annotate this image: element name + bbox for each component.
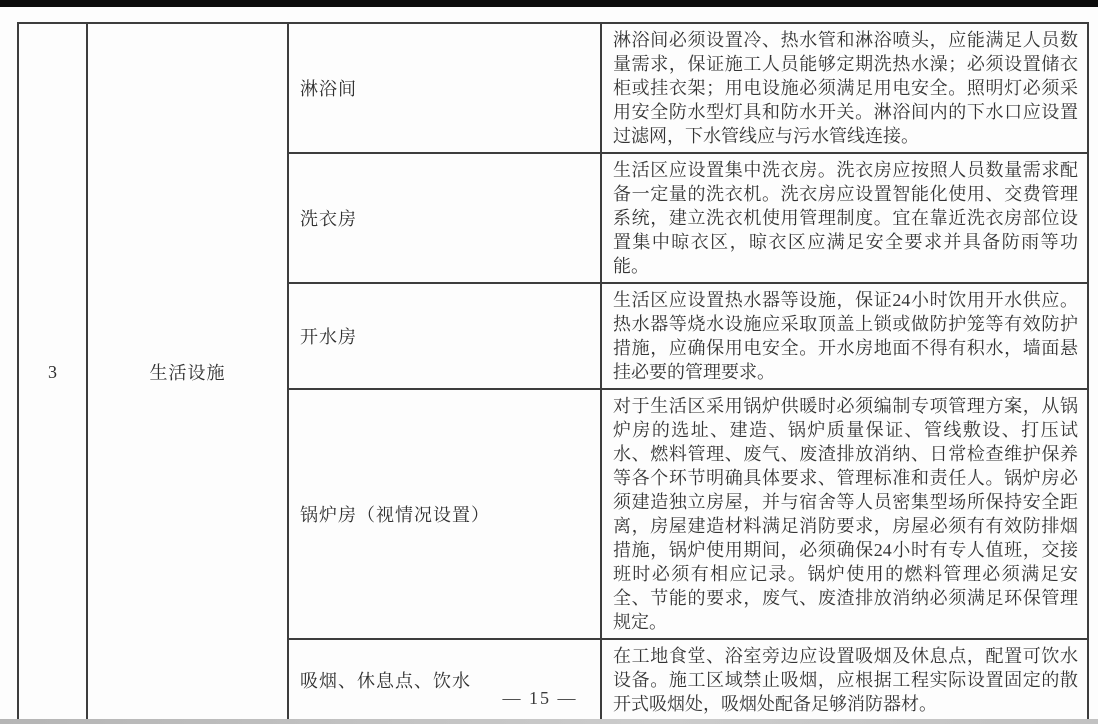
- scan-top-edge: [0, 0, 1098, 7]
- item-name-cell: 洗衣房: [288, 153, 601, 283]
- item-description-cell: 生活区应设置热水器等设施，保证24小时饮用开水供应。热水器等烧水设施应采取顶盖上锁或做防护笼等有效防护措施，应确保用电安全。开水房地面不得有积水，墙面悬挂必要的管理要求。: [601, 283, 1088, 389]
- item-name-cell: 锅炉房（视情况设置）: [288, 389, 601, 639]
- item-description-cell: 在工地食堂、浴室旁边应设置吸烟及休息点，配置可饮水设备。施工区域禁止吸烟，应根据工程实际设置固定的散开式吸烟处，吸烟处配备足够消防器材。: [601, 639, 1088, 721]
- item-description-cell: 生活区应设置集中洗衣房。洗衣房应按照人员数量需求配备一定量的洗衣机。洗衣房应设置智能化使用、交费管理系统，建立洗衣机使用管理制度。宜在靠近洗衣房部位设置集中晾衣区，晾衣区应满足安全要求并具备防雨等功能。: [601, 153, 1088, 283]
- item-description-cell: 对于生活区采用锅炉供暖时必须编制专项管理方案，从锅炉房的选址、建造、锅炉质量保证、管线敷设、打压试水、燃料管理、废气、废渣排放消纳、日常检查维护保养等各个环节明确具体要求、管理标准和责任人。锅炉房必须建造独立房屋，并与宿舍等人员密集型场所保持安全距离，房屋建造材料满足消防要求，房屋必须有有效防排烟措施，锅炉使用期间，必须确保24小时有专人值班，交接班时必须有相应记录。锅炉使用的燃料管理必须满足安全、节能的要求，废气、废渣排放消纳必须满足环保管理规定。: [601, 389, 1088, 639]
- page-number: — 15 —: [502, 688, 578, 708]
- item-name-cell: 开水房: [288, 283, 601, 389]
- item-name-cell: 吸烟、休息点、饮水: [288, 639, 601, 721]
- scan-bottom-edge: [0, 719, 1098, 724]
- table-row: [18, 23, 1088, 153]
- category-cell: 生活设施: [87, 23, 288, 721]
- item-name-cell: 淋浴间: [288, 23, 601, 153]
- item-description-cell: 淋浴间必须设置冷、热水管和淋浴喷头，应能满足人员数量需求，保证施工人员能够定期洗热水澡；必须设置储衣柜或挂衣架；用电设施必须满足用电安全。照明灯必须采用安全防水型灯具和防水开关。淋浴间内的下水口应设置过滤网，下水管线应与污水管线连接。: [601, 23, 1088, 153]
- facilities-table: [17, 22, 1089, 722]
- row-number-cell: 3: [18, 23, 87, 721]
